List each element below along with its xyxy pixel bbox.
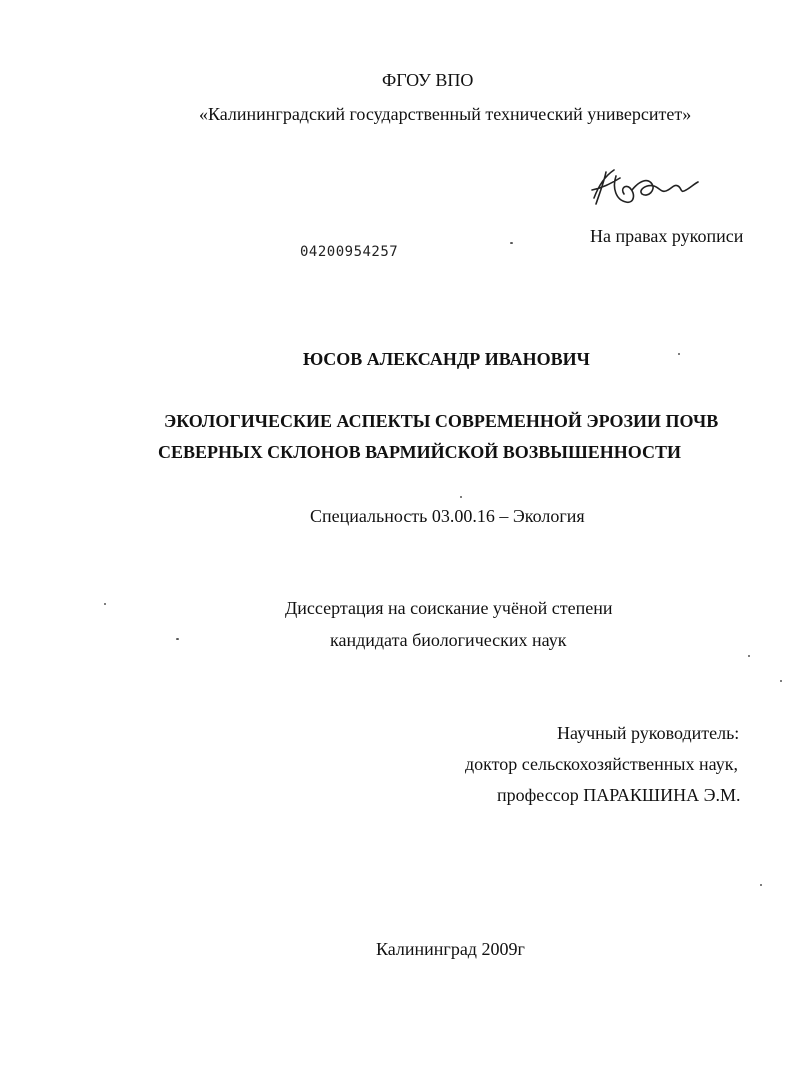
author-name: ЮСОВ АЛЕКСАНДР ИВАНОВИЧ xyxy=(303,349,590,369)
scan-speck xyxy=(748,655,750,657)
scan-speck xyxy=(678,353,680,355)
supervisor-name: профессор ПАРАКШИНА Э.М. xyxy=(497,785,741,805)
scan-speck xyxy=(780,680,782,682)
thesis-title-line-1: ЭКОЛОГИЧЕСКИЕ АСПЕКТЫ СОВРЕМЕННОЙ ЭРОЗИИ ПОЧВ xyxy=(164,411,719,431)
scan-speck xyxy=(510,242,513,244)
scan-speck xyxy=(460,496,462,498)
manuscript-rights-note: На правах рукописи xyxy=(590,226,744,246)
thesis-title-line-2: СЕВЕРНЫХ СКЛОНОВ ВАРМИЙСКОЙ ВОЗВЫШЕННОСТИ xyxy=(158,442,681,462)
supervisor-label: Научный руководитель: xyxy=(557,723,740,743)
specialty-line: Специальность 03.00.16 – Экология xyxy=(310,506,585,526)
university-name: «Калининградский государственный технический университет» xyxy=(199,104,692,124)
scan-speck xyxy=(176,638,179,640)
degree-line-2: кандидата биологических наук xyxy=(330,630,567,650)
city-year: Калининград 2009г xyxy=(376,939,525,959)
handwritten-signature xyxy=(586,160,702,218)
degree-line-1: Диссертация на соискание учёной степени xyxy=(285,598,613,618)
scan-speck xyxy=(760,884,762,886)
supervisor-degree: доктор сельскохозяйственных наук, xyxy=(465,754,738,774)
scan-speck xyxy=(104,603,106,605)
inventory-number: 04200954257 xyxy=(300,244,399,260)
organization-heading: ФГОУ ВПО xyxy=(382,70,474,90)
